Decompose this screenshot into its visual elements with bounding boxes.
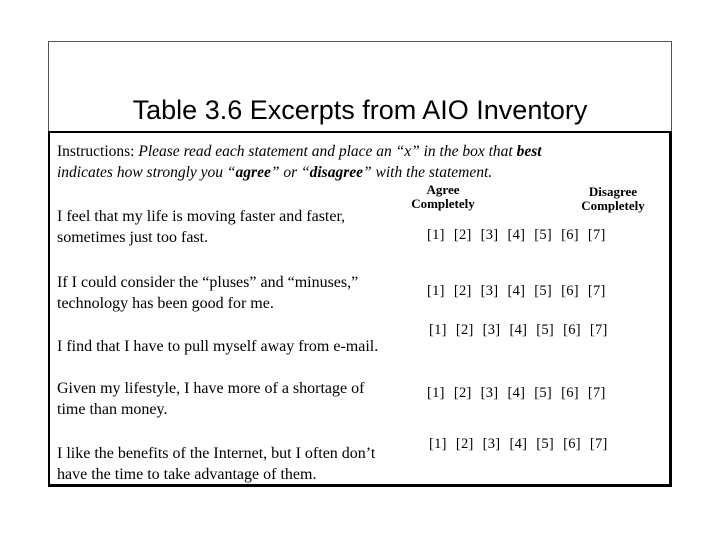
rating-scale-3[interactable] [429,322,617,339]
instructions-part4: ” with the statement. [363,164,493,181]
rating-option[interactable]: [1] [427,385,445,401]
rating-option[interactable]: [3] [482,322,501,338]
rating-option[interactable]: [5] [536,322,555,338]
rating-option[interactable]: [6] [561,227,579,243]
rating-option[interactable]: [7] [587,227,606,243]
rating-option[interactable]: [1] [427,283,445,299]
rating-scale-4[interactable] [427,385,615,402]
rating-scale-2[interactable] [427,283,615,300]
rating-option[interactable]: [7] [589,436,608,452]
disagree-label-line2: Completely [581,198,645,213]
statement-1-line2: sometimes just too fast. [57,229,209,246]
rating-option[interactable]: [6] [563,436,581,452]
instructions-lead: Instructions: [57,143,135,160]
statement-2-line1: If I could consider the “pluses” and “minuses,” [57,274,359,291]
rating-option[interactable]: [1] [427,227,445,243]
agree-label-line2: Completely [411,196,475,211]
rating-option[interactable]: [4] [507,385,526,401]
statement-5-line1: I like the benefits of the Internet, but I often don’t [57,445,376,462]
rating-option[interactable]: [4] [507,227,526,243]
rating-option[interactable]: [5] [534,227,553,243]
instructions-best: best [516,143,542,160]
instructions-part2: indicates how strongly you “ [57,164,236,181]
rating-option[interactable]: [4] [509,322,528,338]
statement-1 [57,206,417,248]
instructions-agree: agree [235,164,271,181]
statement-4-line1: Given my lifestyle, I have more of a shortage of [57,380,365,397]
statement-4-line2: time than money. [57,401,168,418]
instructions-disagree: disagree [309,164,363,181]
statement-1-line1: I feel that my life is moving faster and faster, [57,208,346,225]
disagree-completely-label [575,185,651,213]
rating-option[interactable]: [2] [455,322,474,338]
statement-2-line2: technology has been good for me. [57,295,274,312]
rating-option[interactable]: [6] [561,385,579,401]
rating-option[interactable]: [2] [453,385,472,401]
rating-option[interactable]: [3] [482,436,501,452]
statement-3 [57,336,417,357]
rating-option[interactable]: [4] [507,283,526,299]
rating-option[interactable]: [2] [453,283,472,299]
rating-option[interactable]: [5] [534,385,553,401]
rating-option[interactable]: [7] [587,385,606,401]
instructions-part3: ” or “ [270,164,310,181]
rating-option[interactable]: [3] [480,227,499,243]
rating-option[interactable]: [7] [587,283,606,299]
rating-option[interactable]: [6] [561,283,579,299]
rating-scale-1[interactable] [427,227,615,244]
statement-5-line2: have the time to take advantage of them. [57,466,317,483]
rating-option[interactable]: [4] [509,436,528,452]
rating-option[interactable]: [7] [589,322,608,338]
instructions [57,141,667,183]
agree-completely-label [408,183,478,211]
statement-2 [57,272,417,314]
rating-scale-5[interactable] [429,436,617,453]
rating-option[interactable]: [3] [480,283,499,299]
table-title: Table 3.6 Excerpts from AIO Inventory [132,95,588,125]
statement-3-line1: I find that I have to pull myself away from e-mail. [57,338,379,355]
disagree-label-line1: Disagree [588,184,638,199]
rating-option[interactable]: [3] [480,385,499,401]
instructions-part1: Please read each statement and place an “x” in the box that [138,143,513,160]
rating-option[interactable]: [6] [563,322,581,338]
rating-option[interactable]: [2] [455,436,474,452]
statement-5 [57,443,417,485]
rating-option[interactable]: [1] [429,322,447,338]
agree-label-line1: Agree [426,182,460,197]
rating-option[interactable]: [1] [429,436,447,452]
rating-option[interactable]: [5] [536,436,555,452]
statement-4 [57,378,417,420]
rating-option[interactable]: [2] [453,227,472,243]
rating-option[interactable]: [5] [534,283,553,299]
